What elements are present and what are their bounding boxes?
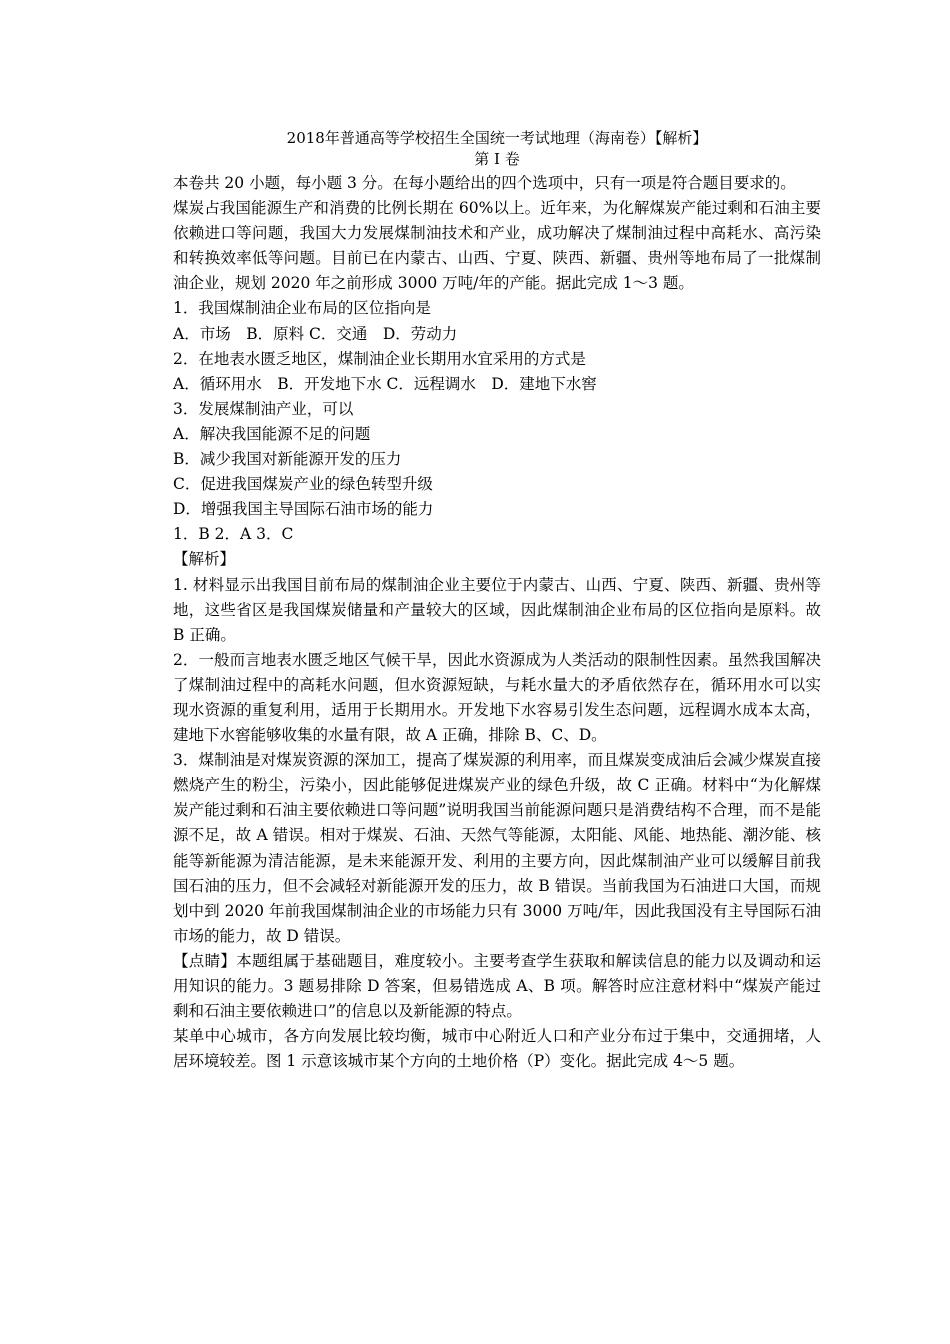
- material-paragraph: 煤炭占我国能源生产和消费的比例长期在 60%以上。近年来，为化解煤炭产能过剩和石油主要依赖进口等问题，我国大力发展煤制油技术和产业，成功解决了煤制油过程中高耗水、高污染和转换效率低等问题。目前已在内蒙古、山西、宁夏、陕西、新疆、贵州等地布局了一批煤制油企业，规划 2020 年之前形成 3000 万吨/年的产能。据此完成 1～3 题。: [173, 199, 821, 293]
- analysis-3: 3．煤制油是对煤炭资源的深加工，提高了煤炭源的利用率，而且煤炭变成油后会减少煤炭直接燃烧产生的粉尘，污染小，因此能够促进煤炭产业的绿色升级，故 C 正确。材料中“为化解煤炭产能过剩和石油主要依赖进口等问题”说明我国当前能源问题只是消费结构不合理，而不是能源不足，故 A 错误。相对于煤炭、石油、天然气等能源，太阳能、风能、地热能、潮汐能、核能等新能源为清洁能源，是未来能源开发、利用的主要方向，因此煤制油产业可以缓解目前我国石油的压力，但不会减轻对新能源开发的压力，故 B 错误。当前我国为石油进口大国，而规划中到 2020 年前我国煤制油企业的市场能力只有 3000 万吨/年，因此我国没有主导国际石油市场的能力，故 D 错误。: [173, 751, 821, 945]
- instructions: 本卷共 20 小题，每小题 3 分。在每小题给出的四个选项中，只有一项是符合题目要求的。: [173, 174, 796, 192]
- question-3: 3．发展煤制油产业，可以: [173, 399, 354, 418]
- pointer-note: 【点睛】本题组属于基础题目，难度较小。主要考查学生获取和解读信息的能力以及调动和运用知识的能力。3 题易排除 D 答案，但易错选成 A、B 项。解答时应注意材料中“煤炭产能过剩和石油主要依赖进口”的信息以及新能源的特点。: [173, 951, 821, 1021]
- question-2: 2．在地表水匮乏地区，煤制油企业长期用水宜采用的方式是: [173, 349, 586, 368]
- answer-key: 1．B 2．A 3．C: [173, 525, 294, 544]
- document-title: 2018年普通高等学校招生全国统一考试地理（海南卷）【解析】: [286, 129, 708, 147]
- material-paragraph-2: 某单中心城市，各方向发展比较均衡，城市中心附近人口和产业分布过于集中，交通拥堵，人居环境较差。图 1 示意该城市某个方向的土地价格（P）变化。据此完成 4～5 题。: [173, 1027, 821, 1071]
- question-3-option-b: B．减少我国对新能源开发的压力: [173, 450, 402, 469]
- analysis-heading: 【解析】: [173, 550, 236, 569]
- question-2-options: A．循环用水 B．开发地下水 C．远程调水 D．建地下水窖: [173, 374, 597, 393]
- analysis-2: 2．一般而言地表水匮乏地区气候干旱，因此水资源成为人类活动的限制性因素。虽然我国解决了煤制油过程中的高耗水问题，但水资源短缺，与耗水量大的矛盾依然存在，循环用水可以实现水资源的重复利用，适用于长期用水。开发地下水容易引发生态问题，远程调水成本太高，建地下水窖能够收集的水量有限，故 A 正确，排除 B、C、D。: [173, 650, 821, 745]
- question-3-option-d: D．增强我国主导国际石油市场的能力: [173, 500, 434, 519]
- question-1: 1．我国煤制油企业布局的区位指向是: [173, 299, 431, 318]
- question-3-option-c: C．促进我国煤炭产业的绿色转型升级: [173, 475, 433, 494]
- section-heading: 第 I 卷: [474, 150, 520, 168]
- analysis-1: 1. 材料显示出我国目前布局的煤制油企业主要位于内蒙古、山西、宁夏、陕西、新疆、贵州等地，这些省区是我国煤炭储量和产量较大的区域，因此煤制油企业布局的区位指向是原料。故 B 正确。: [173, 575, 821, 644]
- document-page: [173, 128, 821, 1074]
- question-3-option-a: A．解决我国能源不足的问题: [173, 424, 371, 443]
- question-1-options: A．市场 B．原料 C．交通 D．劳动力: [173, 324, 458, 343]
